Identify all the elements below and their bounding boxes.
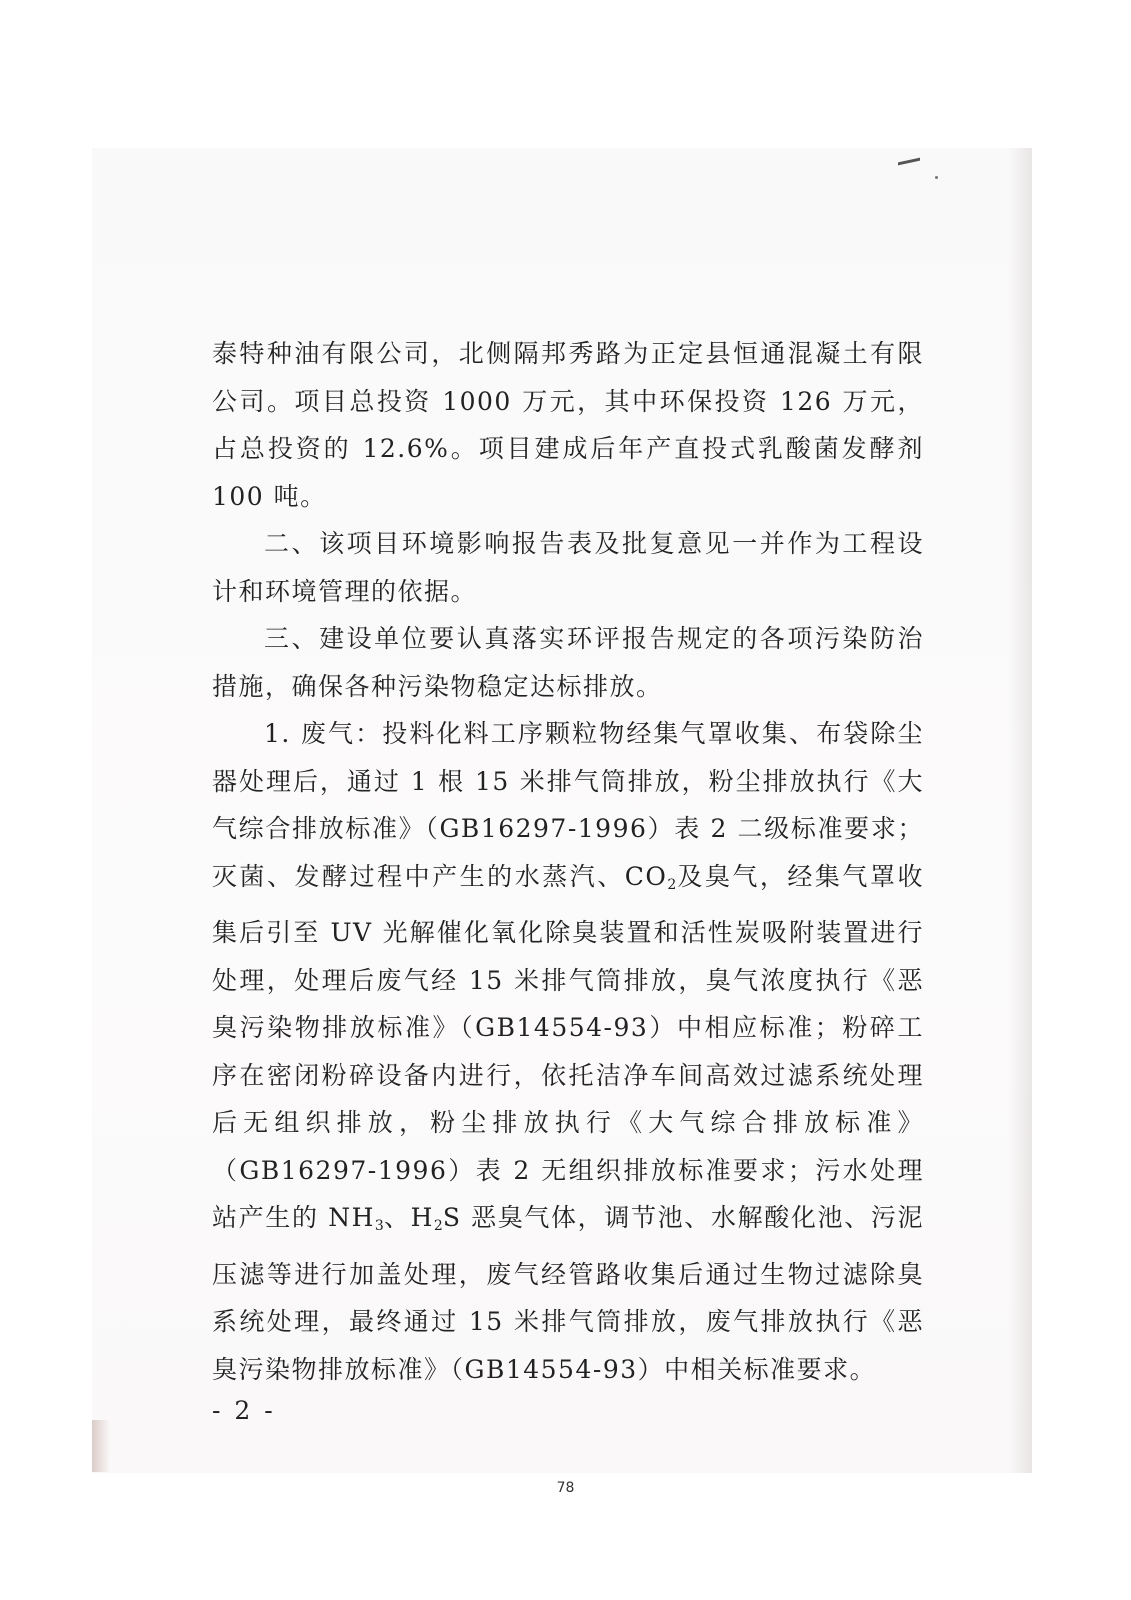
h2s-subscript: 2 xyxy=(433,1218,443,1234)
paragraph-project-info: 泰特种油有限公司，北侧隔邦秀路为正定县恒通混凝土有限公司。项目总投资 1000 万元，其中环保投资 126 万元，占总投资的 12.6%。项目建成后年产直投式乳酸菌发酵剂 100 吨。 xyxy=(212,339,924,511)
waste-gas-text-1: 1. 废气：投料化料工序颗粒物经集气罩收集、布袋除尘器处理后，通过 1 根 15 米排气筒排放，粉尘排放执行《大气综合排放标准》（GB16297-1996）表 2 二级标准要求；灭菌、发酵过程中产生的水蒸汽、CO xyxy=(212,719,924,891)
scan-edge-shadow xyxy=(1008,148,1032,1473)
scan-speck xyxy=(935,176,938,179)
paragraph-item-two: 二、该项目环境影响报告表及批复意见一并作为工程设计和环境管理的依据。 xyxy=(212,529,924,606)
document-page-label: - 2 - xyxy=(212,1396,276,1425)
waste-gas-text-3: 、H xyxy=(383,1203,434,1232)
document-body xyxy=(212,330,924,1393)
waste-gas-text-4: S 恶臭气体，调节池、水解酸化池、污泥压滤等进行加盖处理，废气经管路收集后通过生物过滤除臭系统处理，最终通过 15 米排气筒排放，废气排放执行《恶臭污染物排放标准》（GB14554-93）中相关标准要求。 xyxy=(212,1203,924,1384)
paragraph-waste-gas xyxy=(212,710,924,1393)
paragraph-item-three: 三、建设单位要认真落实环评报告规定的各项污染防治措施，确保各种污染物稳定达标排放。 xyxy=(212,624,924,701)
nh3-subscript: 3 xyxy=(374,1218,384,1234)
scan-corner-shadow xyxy=(92,1420,110,1472)
co2-subscript: 2 xyxy=(667,876,677,893)
waste-gas-text-2: 及臭气，经集气罩收集后引至 UV 光解催化氧化除臭装置和活性炭吸附装置进行处理，处理后废气经 15 米排气筒排放，臭气浓度执行《恶臭污染物排放标准》（GB14554-93）中相应标准；粉碎工序在密闭粉碎设备内进行，依托洁净车间高效过滤系统处理后无组织排放，粉尘排放执行《大气综合排放标准》（GB16297-1996）表 2 无组织排放标准要求；污水处理站产生的 NH xyxy=(212,861,924,1232)
page-number: 78 xyxy=(556,1480,575,1496)
